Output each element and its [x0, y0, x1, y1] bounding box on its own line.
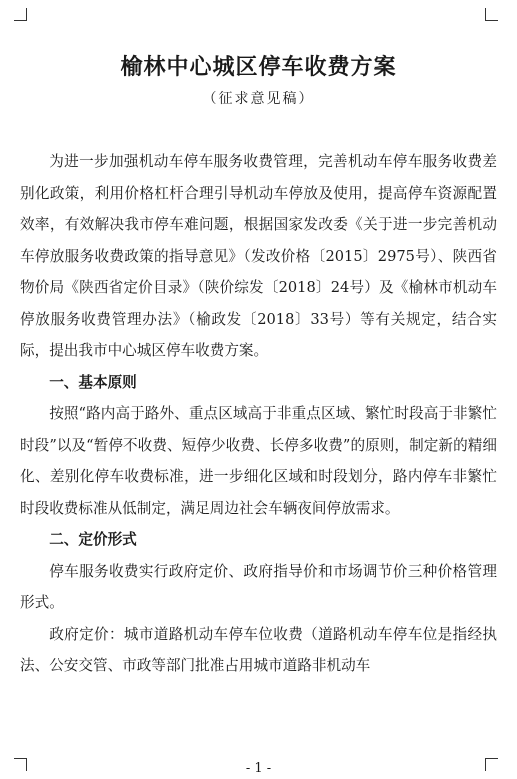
- paragraph-pricing-form: 停车服务收费实行政府定价、政府指导价和市场调节价三种价格管理形式。: [20, 562, 497, 611]
- paragraph-principles: 按照“路内高于路外、重点区域高于非重点区域、繁忙时段高于非繁忙时段”以及“暂停不收费、短停少收费、长停多收费”的原则，制定新的精细化、差别化停车收费标准，进一步细化区域和时段划分，路内停车非繁忙时段收费标准从低制定，满足周边社会车辆夜间停放需求。: [20, 405, 497, 517]
- paragraph-intro: 为进一步加强机动车停车服务收费管理，完善机动车停车服务收费差别化政策，利用价格杠杆合理引导机动车停放及使用，提高停车资源配置效率，有效解决我市停车难问题，根据国家发改委《关于进一步完善机动车停放服务收费政策的指导意见》（发改价格〔2015〕2975号）、陕西省物价局《陕西省定价目录》（陕价综发〔2018〕24号）及《榆林市机动车停放服务收费管理办法》（榆政发〔2018〕33号）等有关规定，结合实际，提出我市中心城区停车收费方案。: [20, 153, 497, 359]
- document-body: [20, 146, 497, 682]
- crop-mark-top-left: [14, 8, 27, 21]
- document-title: 榆林中心城区停车收费方案: [120, 54, 397, 80]
- crop-mark-top-right: [485, 8, 498, 21]
- page-number: - 1 -: [245, 761, 272, 776]
- document-subtitle: （征求意见稿）: [202, 91, 315, 107]
- heading-pricing-form: 二、定价形式: [49, 531, 137, 548]
- heading-basic-principles: 一、基本原则: [49, 373, 137, 391]
- paragraph-government-pricing: 政府定价：城市道路机动车停车位收费（道路机动车停车位是指经执法、公安交管、市政等部门批准占用城市道路非机动车: [20, 625, 497, 674]
